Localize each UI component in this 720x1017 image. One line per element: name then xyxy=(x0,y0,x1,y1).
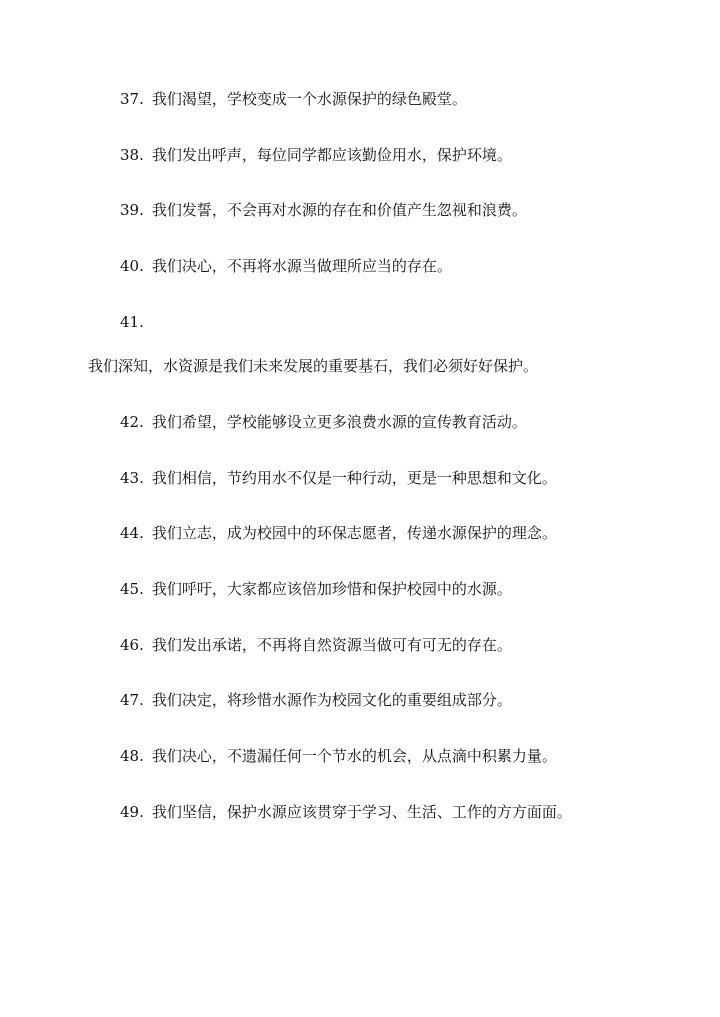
list-item xyxy=(120,523,557,543)
list-item xyxy=(120,579,512,599)
item-text: 我们希望，学校能够设立更多浪费水源的宣传教育活动。 xyxy=(151,413,527,431)
list-item xyxy=(120,412,527,432)
list-item xyxy=(120,89,467,109)
item-text: 我们立志，成为校园中的环保志愿者，传递水源保护的理念。 xyxy=(151,524,557,542)
item-number: 49. xyxy=(120,803,144,821)
list-item xyxy=(120,256,452,276)
list-item xyxy=(120,468,557,488)
item-text: 我们渴望，学校变成一个水源保护的绿色殿堂。 xyxy=(151,90,467,108)
list-item-continuation xyxy=(88,356,538,376)
item-number: 41. xyxy=(120,313,144,331)
list-item xyxy=(120,312,152,332)
item-number: 37. xyxy=(120,90,144,108)
item-text: 我们呼吁，大家都应该倍加珍惜和保护校园中的水源。 xyxy=(151,580,512,598)
item-text: 我们发出呼声，每位同学都应该勤俭用水，保护环境。 xyxy=(151,146,512,164)
list-item xyxy=(120,690,512,710)
item-text: 我们发出承诺，不再将自然资源当做可有可无的存在。 xyxy=(151,636,512,654)
item-text: 我们坚信，保护水源应该贯穿于学习、生活、工作的方方面面。 xyxy=(151,803,572,821)
item-number: 44. xyxy=(120,524,144,542)
item-text: 我们决定，将珍惜水源作为校园文化的重要组成部分。 xyxy=(151,691,512,709)
item-number: 47. xyxy=(120,691,144,709)
item-number: 42. xyxy=(120,413,144,431)
list-item xyxy=(120,200,527,220)
item-number: 45. xyxy=(120,580,144,598)
item-number: 48. xyxy=(120,747,144,765)
item-number: 46. xyxy=(120,636,144,654)
item-number: 39. xyxy=(120,201,144,219)
item-text: 我们决心，不再将水源当做理所应当的存在。 xyxy=(151,257,452,275)
item-text: 我们发誓，不会再对水源的存在和价值产生忽视和浪费。 xyxy=(151,201,527,219)
item-text: 我们相信，节约用水不仅是一种行动，更是一种思想和文化。 xyxy=(151,469,557,487)
list-item xyxy=(120,802,572,822)
item-number: 40. xyxy=(120,257,144,275)
list-item xyxy=(120,145,512,165)
item-number: 38. xyxy=(120,146,144,164)
list-item xyxy=(120,746,557,766)
item-number: 43. xyxy=(120,469,144,487)
list-item xyxy=(120,635,512,655)
item-text: 我们决心，不遗漏任何一个节水的机会，从点滴中积累力量。 xyxy=(151,747,557,765)
item-text: 我们深知，水资源是我们未来发展的重要基石，我们必须好好保护。 xyxy=(88,357,539,375)
